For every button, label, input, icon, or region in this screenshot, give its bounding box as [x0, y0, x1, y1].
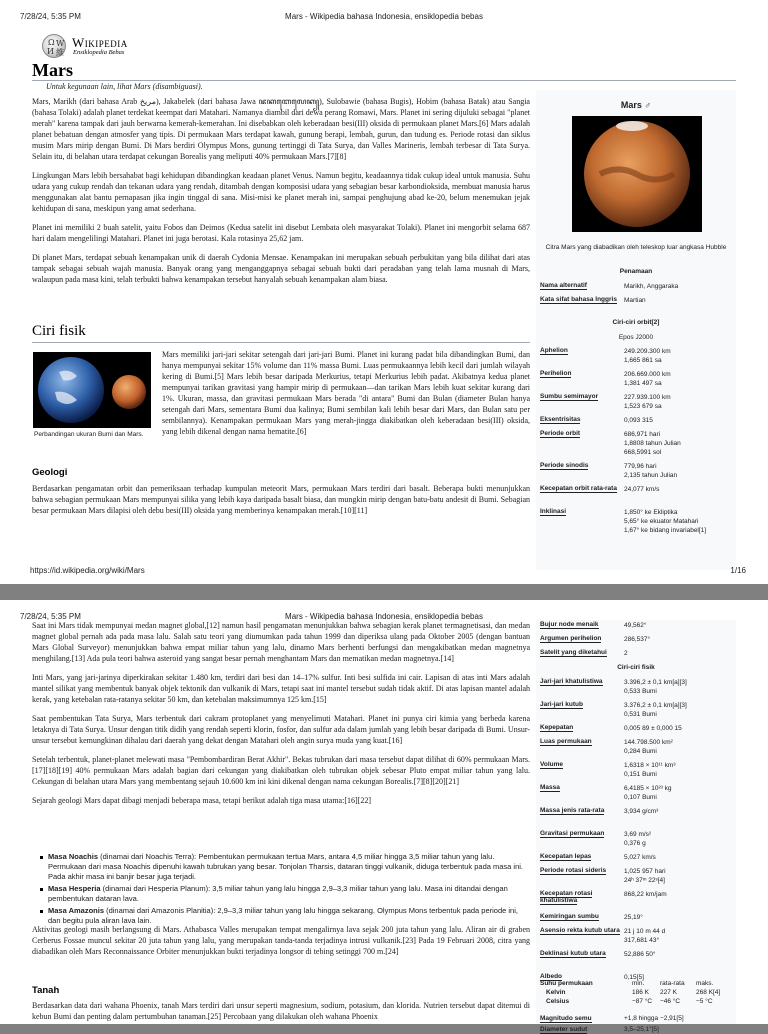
infobox-key[interactable]: Asensio rekta kutub utara [540, 927, 620, 934]
temperature-cell: −5 °C [696, 998, 713, 1005]
infobox-value: 1,850° ke Ekliptika 5,65° ke ekuator Matahari 1,67° ke bidang invariabel[1] [624, 509, 707, 534]
print-page-number: 1/16 [730, 566, 746, 575]
print-date: 7/28/24, 5:35 PM [20, 612, 81, 621]
infobox [536, 90, 736, 570]
infobox-key[interactable]: Periode rotasi sideris [540, 867, 607, 874]
infobox-key[interactable]: Volume [540, 761, 563, 768]
infobox-value: 24,077 km/s [624, 486, 660, 493]
infobox-value: 286,537° [624, 636, 651, 643]
body-paragraph: Sejarah geologi Mars dapat dibagi menjadi beberapa masa, tetapi berikut adalah tiga masa utama:[16][22] [32, 796, 371, 805]
infobox-value: 779,96 hari 2,135 tahun Julian [624, 463, 678, 479]
infobox-key[interactable]: Massa jenis rata-rata [540, 807, 605, 814]
temperature-header: min. [632, 980, 645, 987]
geologic-period-item [38, 852, 530, 882]
infobox-value: 206.669.000 km 1,381 497 sa [624, 371, 671, 387]
infobox-key[interactable]: Periode orbit [540, 430, 581, 437]
print-doc-title: Mars - Wikipedia bahasa Indonesia, ensiklopedia bebas [285, 612, 483, 621]
page2-text [32, 620, 530, 814]
infobox-key[interactable]: Kemiringan sumbu [540, 913, 599, 920]
infobox-key[interactable]: Aphelion [540, 347, 568, 354]
infobox-value: 52,886 50° [624, 951, 656, 958]
temperature-cell: 227 K [660, 989, 677, 996]
infobox-key[interactable]: Sumbu semimayor [540, 393, 599, 400]
infobox-epoch: Epos J2000 [618, 334, 654, 341]
intro-text [32, 96, 530, 293]
infobox-value: 144.798.500 km² 0,284 Bumi [624, 739, 673, 755]
geologic-period-name[interactable]: Masa Hesperia [48, 884, 101, 893]
infobox-key[interactable]: Kecepatan orbit rata-rata [540, 485, 617, 492]
infobox-value: +1,8 hingga −2,91[5] [624, 1015, 684, 1022]
infobox-continued [536, 620, 736, 1033]
intro-paragraph: Lingkungan Mars lebih bersahabat bagi kehidupan dibandingkan keadaan planet Venus. Namun begitu, keadaannya tidak cukup ideal untuk manusia. Suhu udara yang cukup rendah dan tekanan udara yang rendah, ditambah dengan komposisi udara yang sebagian besar karbondioksida, membuat manusia harus menggunakan alat bantu pernapasan jika ingin tinggal di sana. Misi-misi ke planet merah ini, sampai penghujung abad ke-20, belum menemukan jejak kehidupan di sana, meskipun yang amat sederhana. [32, 171, 530, 213]
image-caption: Perbandingan ukuran Bumi dan Mars. [34, 431, 144, 438]
surface-temperature-table [536, 980, 736, 1008]
infobox-value: 6,4185 × 10²³ kg 0,107 Bumi [624, 785, 672, 801]
infobox-image-caption: Citra Mars yang diabadikan oleh teleskop luar angkasa Hubble [545, 244, 727, 251]
print-url: https://id.wikipedia.org/wiki/Mars [30, 566, 145, 575]
body-paragraph: Setelah terbentuk, planet-planet melewati masa "Pembombardiran Berat Akhir". Bekas tubrukan dari masa tersebut dapat dilihat di 60% permukaan Mars.[17][18][19] 40% permukaan Mars adalah bagian dari cekungan yang diakibatkan oleh tubrukan objek sebesar Pluto empat miliar tahun yang lalu. Cekungan di belahan utara Mars yang membentang sejauh 10.600 km ini kini dikenal dengan nama cekungan Borealis.[7][8][20][21] [32, 755, 530, 786]
geologic-period-name[interactable]: Masa Amazonis [48, 906, 104, 915]
infobox-value: 868,22 km/jam [624, 891, 667, 898]
infobox-value: Martian [624, 297, 646, 304]
logo-tagline: Ensiklopedia Bebas [73, 49, 125, 56]
infobox-value: 249.209.300 km 1,665 861 sa [624, 348, 671, 364]
infobox-key[interactable]: Jari-jari khatulistiwa [540, 678, 603, 685]
ciri-fisik-text: Mars memiliki jari-jari sekitar setengah dari jari-jari Bumi. Planet ini kurang padat bila dibandingkan Bumi, dan hanya mempunyai sekitar 15% volume dan 11% massa Bumi. Luas permukaannya lebih kecil dari jumlah wilayah kering di Bumi.[5] Mars lebih besar daripada Merkurius, tetapi Merkurius lebih padat. Akibatnya kedua planet mempunyai tarikan gravitasi yang hampir mirip di permukaan—dan tarikan Mars lebih kuat sekitar kurang dari 1%. Ukuran, massa, dan gravitasi permukaan Mars berada "di antara" Bumi dan Bulan (diameter Bulan hanya setengah dari Mars, sementara Bumi dua kalinya; Bumi sembilan kali lebih besar dari Mars, dan Bulan satu per sembilannya). Kenampakan permukaan Mars yang merah-jingga diakibatkan oleh keberadaan besi(III) oksida, yang lebih dikenal dengan nama hematite.[6] [162, 350, 530, 436]
temperature-header: maks. [696, 980, 714, 987]
infobox-key[interactable]: Deklinasi kutub utara [540, 950, 606, 957]
infobox-value: 3,934 g/cm³ [624, 808, 659, 815]
infobox-key[interactable]: Kecepatan lepas [540, 853, 592, 860]
body-paragraph: Saat ini Mars tidak mempunyai medan magnet global,[12] namun hasil pengamatan menunjukkan bahwa sebagian kerak planet termagnetisasi, dan medan magnet global pernah ada pada masa lalu. Salah satu teori yang diumumkan pada tahun 1999 dan diperiksa ulang pada Oktober 2005 (dengan bantuan Mars Global Surveyor) menunjukkan bahwa empat miliar tahun yang lalu, dinamo Mars berhenti berfungsi dan mengakibatkan medan magnetnya menghilang.[13] Ada pula teori bahwa asteroid yang sangat besar pernah menghantam Mars dan mematikan medan magnetnya.[14] [32, 621, 530, 663]
infobox-title: Mars ♂ [620, 100, 652, 110]
temperature-cell: −46 °C [660, 998, 681, 1005]
section-heading-ciri-fisik: Ciri fisik [32, 323, 86, 339]
intro-paragraph: Mars, Marikh (dari bahasa Arab مريخ), Jakabelek (dari bahasa Jawa ꦗꦏꦧꦺꦭꦺꦏ꧀), Sulobawie (bahasa Bugis), Hobim (bahasa Batak) atau Sangia (bahasa Tolaki) adalah planet terdekat keempat dari Matahari. Namanya diambil dari dewa perang Romawi, Mars. Planet ini sering dijuluki sebagai "planet merah" karena tampak dari jauh berwarna kemerah-kemerahan. Ini disebabkan oleh keberadaan besi(III) oksida di permukaan planet Mars.[6] Mars adalah planet bebatuan dengan atmosfer yang tipis. Di permukaan Mars terdapat kawah, gunung berapi, lembah, gurun, dan tudung es. Periode rotasi dan siklus musim Mars mirip dengan Bumi. Di Mars berdiri Olympus Mons, gunung tertinggi di Tata Surya, dan Valles Marineris, lembah terbesar di Tata Surya. Selain itu, di belahan utara terdapat cekungan Borealis yang meliputi 40% permukaan Mars.[7][8] [32, 97, 530, 161]
tanah-text: Berdasarkan data dari wahana Phoenix, tanah Mars terdiri dari unsur seperti magnesium, sodium, potasium, dan klorida. Nutrien tersebut dapat ditemui di kebun Bumi dan penting dalam pertumbuhan tanaman.[25] Percobaan yang dilakukan oleh wahana Phoenix [32, 1001, 530, 1021]
infobox-key[interactable]: Satelit yang diketahui [540, 649, 607, 656]
infobox-key[interactable]: Kecepatan rotasi khatulistiwa [540, 890, 593, 904]
infobox-key[interactable]: Argumen perihelion [540, 635, 602, 642]
section-divider [32, 342, 530, 343]
subheading-geologi: Geologi [32, 467, 68, 478]
infobox-key[interactable]: Inklinasi [540, 508, 567, 515]
infobox-key[interactable]: Nama alternatif [540, 282, 587, 289]
temperature-cell: −87 °C [632, 998, 653, 1005]
print-header [0, 10, 768, 24]
mars-disc [112, 375, 146, 409]
infobox-section-physical: Ciri-ciri fisik [617, 664, 655, 671]
infobox-value: 1,025 957 hari 24ʰ 37ᵐ 22ˢ[4] [624, 868, 666, 884]
temperature-cell: 186 K [632, 989, 649, 996]
infobox-value: 0,005 89 ± 0,000 15 [624, 725, 682, 732]
temperature-header: rata-rata [660, 980, 685, 987]
temperature-cell: 268 K[4] [696, 989, 721, 996]
geologic-periods-list [38, 852, 530, 928]
intro-paragraph: Di planet Mars, terdapat sebuah kenampakan unik di daerah Cydonia Mensae. Kenampakan ini merupakan sebuah perbukitan yang bila dilihat dari atas tampak sebagai sebuah wajah manusia. Banyak orang yang menganggapnya sebagai sebuah bukti dari peradaban yang telah lama musnah di Mars, walaupun pada masa kini, telah terbukti bahwa kenampakan tersebut hanyalah sebuah kenampakan alam biasa. [32, 253, 530, 284]
geologic-period-item [38, 906, 530, 926]
infobox-value: 227.939.100 km 1,523 679 sa [624, 394, 671, 410]
infobox-key[interactable]: Luas permukaan [540, 738, 592, 745]
infobox-key[interactable]: Kata sifat bahasa Inggris [540, 296, 617, 303]
temperature-cell: Celsius [546, 998, 570, 1005]
print-doc-title: Mars - Wikipedia bahasa Indonesia, ensiklopedia bebas [285, 12, 483, 21]
infobox-value: 2 [624, 650, 628, 657]
earth-mars-comparison-image[interactable] [33, 352, 151, 428]
infobox-key[interactable]: Kepepatan [540, 724, 574, 731]
infobox-key[interactable]: Perihelion [540, 370, 572, 377]
title-divider [32, 80, 736, 81]
infobox-value: 686,971 hari 1,8808 tahun Julian 668,5991 sol [624, 431, 681, 456]
hatnote: Untuk kegunaan lain, lihat Mars (disambiguasi). [46, 82, 203, 91]
infobox-key[interactable]: Albedo [540, 973, 563, 980]
infobox-value: 3.396,2 ± 0,1 km[a][3] 0,533 Bumi [624, 679, 687, 695]
infobox-value: 21 j 10 m 44 d 317,681 43° [624, 928, 666, 944]
geologic-period-name[interactable]: Masa Noachis [48, 852, 99, 861]
infobox-value: 5,027 km/s [624, 854, 656, 861]
infobox-section-orbit: Ciri-ciri orbit[2] [612, 319, 660, 326]
infobox-value: 3,5–25,1″[5] [624, 1026, 659, 1033]
temperature-cell: Kelvin [546, 989, 566, 996]
body-paragraph: Inti Mars, yang jari-jarinya diperkirakan sekitar 1.480 km, terdiri dari besi dan 14–17% sulfur. Inti besi sulfida ini cair. Lapisan di atas inti Mars adalah mantel silikat yang membentuk banyak objek tektonik dan vulkanik di Mars, tetapi saat ini mantel tersebut sudah tidak aktif. Di atas lapisan mantel adalah kerak, yang ketebalan rata-ratanya sekitar 50 km, dan ketebalan maksimumnya 125 km.[15] [32, 673, 530, 704]
infobox-value: 3,69 m/s² 0,376 g [624, 831, 652, 847]
body-paragraph: Saat pembentukan Tata Surya, Mars terbentuk dari cakram protoplanet yang menyelimuti Matahari. Planet ini punya ciri kimia yang berbeda karena letaknya di Tata Surya. Unsur dengan titik didih yang rendah seperti klorin, fosfor, dan sulfur ada dalam jumlah yang lebih besar daripada di Bumi. Unsur-unsur tersebut kemungkinan dihalau dari daerah yang dekat dengan Matahari oleh angin surya muda yang kuat.[16] [32, 714, 530, 745]
infobox-key[interactable]: Massa [540, 784, 560, 791]
geologi-text: Berdasarkan pengamatan orbit dan pemeriksaan terhadap kumpulan meteorit Mars, permukaan Mars terdiri dari basalt. Beberapa bukti menunjukkan bahwa sebagian permukaan Mars mempunyai silika yang lebih kaya daripada basalt biasa, dan mungkin mirip dengan batu-batu andesit di Bumi. Sebagian besar permukaan Mars dilapisi oleh debu besi(III) oksida yang memberinya kenampakan merah.[10][11] [32, 484, 530, 515]
infobox-key[interactable]: Magnitudo semu [540, 1015, 592, 1022]
infobox-value: 0,15[5] [624, 974, 644, 981]
print-footer [0, 566, 768, 578]
wikipedia-logo[interactable] [42, 34, 182, 58]
aktivitas-geologi-text: Aktivitas geologi masih berlangsung di Mars. Athabasca Valles merupakan tempat mengalirnya lava sejak 200 juta tahun yang lalu. Aliran air di graben Cerberus Fossae muncul sekitar 20 juta tahun yang lalu, yang merupakan tanda-tanda terjadinya intrusi vulkanik.[23] Pada 19 Februari 2008, citra yang diabadikan oleh Mars Reconnaissance Orbiter menunjukkan bukti terjadinya longsor di tebing setinggi 700 m.[24] [32, 925, 530, 956]
infobox-key[interactable]: Jari-jari kutub [540, 701, 583, 708]
infobox-value: 3.376,2 ± 0,1 km[a][3] 0,531 Bumi [624, 702, 687, 718]
geologic-period-description: (dinamai dari Noachis Terra): Pembentukan permukaan tertua Mars, antara 4,5 miliar hingga 3,5 miliar tahun yang lalu. Permukaan dari masa Noachis dipenuhi kawah tubrukan yang besar. Tonjolan Tharsis, dataran tinggi vulkanik, diduga terbentuk pada masa ini. Pada akhir masa ini banjir besar juga terjadi. [48, 852, 524, 881]
infobox-value: 1,6318 × 10¹¹ km³ 0,151 Bumi [624, 762, 676, 778]
infobox-section-naming: Penamaan [619, 268, 653, 275]
infobox-value: Marikh, Anggaraka [624, 283, 679, 290]
infobox-key[interactable]: Bujur node menaik [540, 621, 599, 628]
infobox-key[interactable]: Gravitasi permukaan [540, 830, 605, 837]
intro-paragraph: Planet ini memiliki 2 buah satelit, yaitu Fobos dan Deimos (Kedua satelit ini disebut Lembata oleh masyarakat Tolaki). Planet ini mengorbit selama 687 hari dalam mengelilingi Matahari. Planet ini juga berotasi. Kala rotasinya 25,62 jam. [32, 223, 530, 243]
temperature-header: Suhu permukaan [540, 980, 593, 987]
subheading-tanah: Tanah [32, 985, 60, 996]
infobox-value: 25,19° [624, 914, 643, 921]
geologic-period-description: (dinamai dari Amazonis Planitia): 2,9–3,3 miliar tahun yang lalu hingga sekarang. Olympus Mons terbentuk pada periode ini, dan begitu pula aliran lava lain. [48, 906, 518, 925]
earth-disc [38, 357, 104, 423]
print-page-2 [0, 600, 768, 1033]
page-title: Mars [32, 60, 73, 80]
geologic-period-item [38, 884, 530, 904]
geologic-period-description: (dinamai dari Hesperia Planum): 3,5 miliar tahun yang lalu hingga 2,9–3,3 miliar tahun yang lalu. Masa ini ditandai dengan pembentukan dataran lava. [48, 884, 508, 903]
infobox-key[interactable]: Diameter sudut [540, 1026, 588, 1033]
infobox-value: 49,562° [624, 622, 647, 629]
puzzle-globe-icon: Ω W И 維 [42, 34, 66, 58]
infobox-value: 0,093 315 [624, 417, 653, 424]
print-date: 7/28/24, 5:35 PM [20, 12, 81, 21]
logo-wordmark: Wikipedia [72, 35, 128, 50]
infobox-key[interactable]: Eksentrisitas [540, 416, 581, 423]
mars-hubble-image[interactable] [572, 116, 702, 232]
infobox-key[interactable]: Periode sinodis [540, 462, 589, 469]
